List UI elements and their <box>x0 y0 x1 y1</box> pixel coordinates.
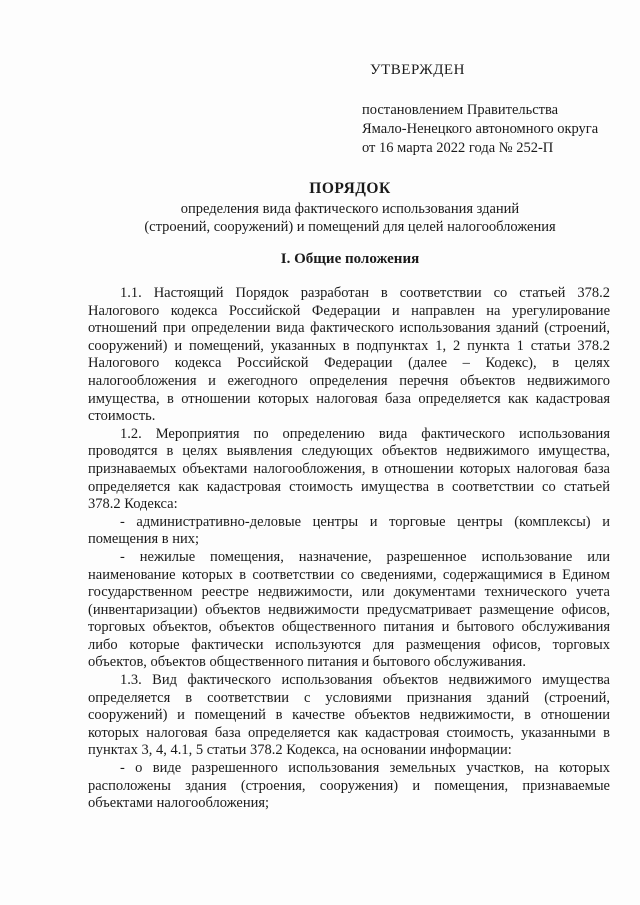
approval-line: постановлением Правительства <box>362 102 559 118</box>
approval-details <box>362 101 598 158</box>
approval-line: Ямало-Ненецкого автономного округа <box>362 121 599 137</box>
paragraph-1-2: 1.2. Мероприятия по определению вида фактического использования проводятся в целях выявления следующих объектов недвижимого имущества, признаваемых объектами налогообложения, в отношении которых налоговая база определяется как кадастровая стоимость имущества в соответствии со статьей 378.2 Кодекса: <box>88 425 610 513</box>
list-item: - административно-деловые центры и торговые центры (комплексы) и помещения в них; <box>88 513 610 548</box>
document-subtitle <box>0 200 640 236</box>
section-body <box>88 285 610 813</box>
document-title: ПОРЯДОК <box>309 180 391 197</box>
subtitle-line: определения вида фактического использования зданий <box>180 201 520 217</box>
section-heading: I. Общие положения <box>280 251 420 267</box>
approval-line: от 16 марта 2022 года № 252-П <box>362 140 554 156</box>
list-item: - о виде разрешенного использования земельных участков, на которых расположены здания (строения, сооружения) и помещения, признаваемые объектами налогообложения; <box>88 760 610 812</box>
paragraph-1-1: 1.1. Настоящий Порядок разработан в соответствии со статьей 378.2 Налогового кодекса Российской Федерации и направлен на урегулирование отношений при определении вида фактического использования зданий (строений, сооружений) и помещений, указанных в подпунктах 1, 2 пункта 1 статьи 378.2 Налогового кодекса Российской Федерации (далее – Кодекс), в целях налогообложения и ежегодного определения перечня объектов недвижимого имущества, в отношении которых налоговая база определяется как кадастровая стоимость. <box>88 285 610 425</box>
subtitle-line: (строений, сооружений) и помещений для целей налогообложения <box>144 219 556 235</box>
list-item: - нежилые помещения, назначение, разрешенное использование или наименование которых в соответствии со сведениями, содержащимися в Едином государственном реестре недвижимости, или документами технического учета (инвентаризации) объектов недвижимости предусматривает размещение офисов, торговых объектов, объектов общественного питания и бытового обслуживания либо которые фактически используются для размещения офисов, торговых объектов, объектов общественного питания и бытового обслуживания. <box>88 548 610 671</box>
approval-stamp-title: УТВЕРЖДЕН <box>370 62 465 78</box>
paragraph-1-3: 1.3. Вид фактического использования объектов недвижимого имущества определяется в соответствии с условиями признания зданий (строений, сооружений) и помещений в качестве объектов недвижимости, в отношении которых налоговая база определяется как кадастровая стоимость, указанными в пунктах 3, 4, 4.1, 5 статьи 378.2 Кодекса, на основании информации: <box>88 672 610 759</box>
